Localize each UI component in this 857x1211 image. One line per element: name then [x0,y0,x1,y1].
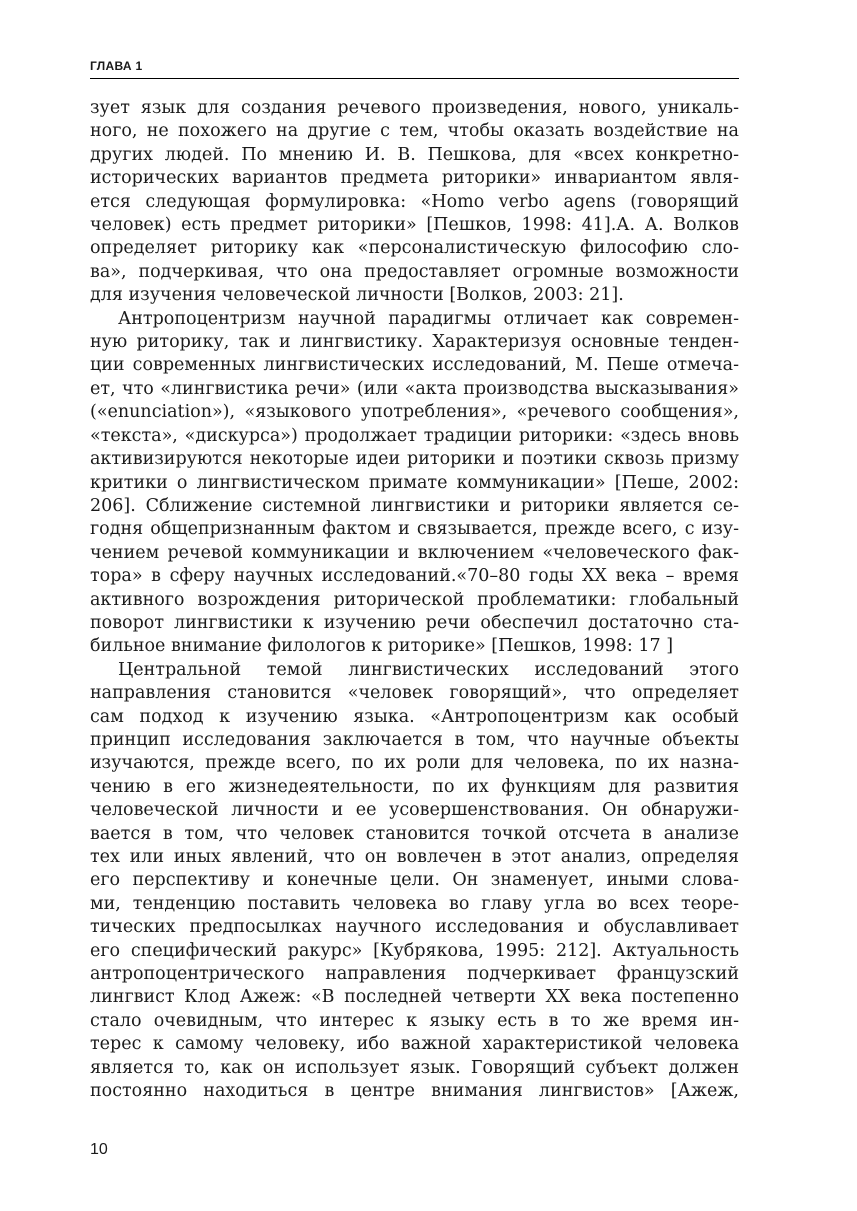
text-line: для изучения человеческой личности [Волков, 2003: 21]. [90,285,624,306]
text-line: Антропоцентризм научной парадигмы отличает как современ- [118,308,739,329]
text-line: («enunciation»), «языкового употребления», «речевого сообщения», [90,402,739,423]
text-line: поворот лингвистики к изучению речи обеспечил достаточно ста- [90,612,739,633]
text-line: критики о лингвистическом примате коммуникации» [Пеше, 2002: [90,472,739,493]
text-line: ва», подчеркивая, что она предоставляет огромные возможности [90,261,739,282]
text-line: сам подход к изучению языка. «Антропоцентризм как особый [90,706,739,727]
text-line: ми, тенденцию поставить человека во главу угла во всех теоре- [90,893,739,914]
text-line: человеческой личности и ее усовершенствования. Он обнаружи- [90,800,739,821]
paragraph-2 [90,308,739,659]
text-line: ется следующая формулировка: «Homo verbo agens (говорящий [90,191,739,212]
page-number: 10 [90,1141,108,1158]
text-line: исторических вариантов предмета риторики» инвариантом явля- [90,168,739,189]
text-line: принцип исследования заключается в том, что научные объекты [90,729,739,750]
text-line: определяет риторику как «персоналистическую философию сло- [90,238,739,259]
text-line: стало очевидным, что интерес к языку есть в то же время ин- [90,1010,739,1031]
text-line: Центральной темой лингвистических исследований этого [118,659,739,680]
text-line: ет, что «лингвистика речи» (или «акта производства высказывания» [90,378,739,399]
text-line: лингвист Клод Ажеж: «В последней четверти XX века постепенно [90,987,739,1008]
text-line: активизируются некоторые идеи риторики и поэтики сквозь призму [90,449,739,470]
text-line: вается в том, что человек становится точкой отсчета в анализе [90,823,739,844]
paragraph-1 [90,97,739,308]
text-line: чением речевой коммуникации и включением «человеческого фак- [90,542,739,563]
text-line: бильное внимание филологов к риторике» [Пешков, 1998: 17 ] [90,636,674,657]
text-line: чению в его жизнедеятельности, по их функциям для развития [90,776,739,797]
text-line: тех или иных явлений, что он вовлечен в этот анализ, определяя [90,847,739,867]
paragraph-3 [90,659,739,1104]
text-line: активного возрождения риторической проблематики: глобальный [90,589,739,610]
text-line: ного, не похожего на другие с тем, чтобы оказать воздействие на [90,121,739,142]
text-line: ную риторику, так и лингвистику. Характеризуя основные тенден- [90,332,739,353]
text-line: тических предпосылках научного исследования и обуславливает [90,917,739,938]
text-line: других людей. По мнению И. В. Пешкова, для «всех конкретно- [90,144,739,165]
text-line: изучаются, прежде всего, по их роли для человека, по их назна- [90,753,739,774]
text-line: 206]. Сближение системной лингвистики и риторики является се- [90,495,739,516]
text-line: его перспективу и конечные цели. Он знаменует, иными слова- [90,870,739,891]
text-line: антропоцентрического направления подчеркивает французский [90,964,739,985]
text-line: направления становится «человек говорящий», что определяет [90,683,739,704]
text-line: терес к самому человеку, ибо важной характеристикой человека [90,1034,739,1055]
body-text [90,97,739,1103]
text-line: его специфический ракурс» [Кубрякова, 1995: 212]. Актуальность [90,940,739,961]
text-line: зует язык для создания речевого произведения, нового, уникаль- [90,98,739,118]
header-divider [90,78,739,79]
text-line: человек) есть предмет риторики» [Пешков, 1998: 41].А. А. Волков [90,215,739,236]
text-line: тора» в сферу научных исследований.«70–80 годы XX века – время [90,566,739,587]
text-line: ции современных лингвистических исследований, М. Пеше отмеча- [90,355,739,376]
text-line: постоянно находиться в центре внимания лингвистов» [Ажеж, [90,1081,739,1102]
text-line: является то, как он использует язык. Говорящий субъект должен [90,1057,739,1078]
text-line: годня общепризнанным фактом и связывается, прежде всего, с изу- [90,519,739,540]
running-header: ГЛАВА 1 [90,59,143,73]
text-line: «текста», «дискурса») продолжает традиции риторики: «здесь вновь [90,425,739,446]
